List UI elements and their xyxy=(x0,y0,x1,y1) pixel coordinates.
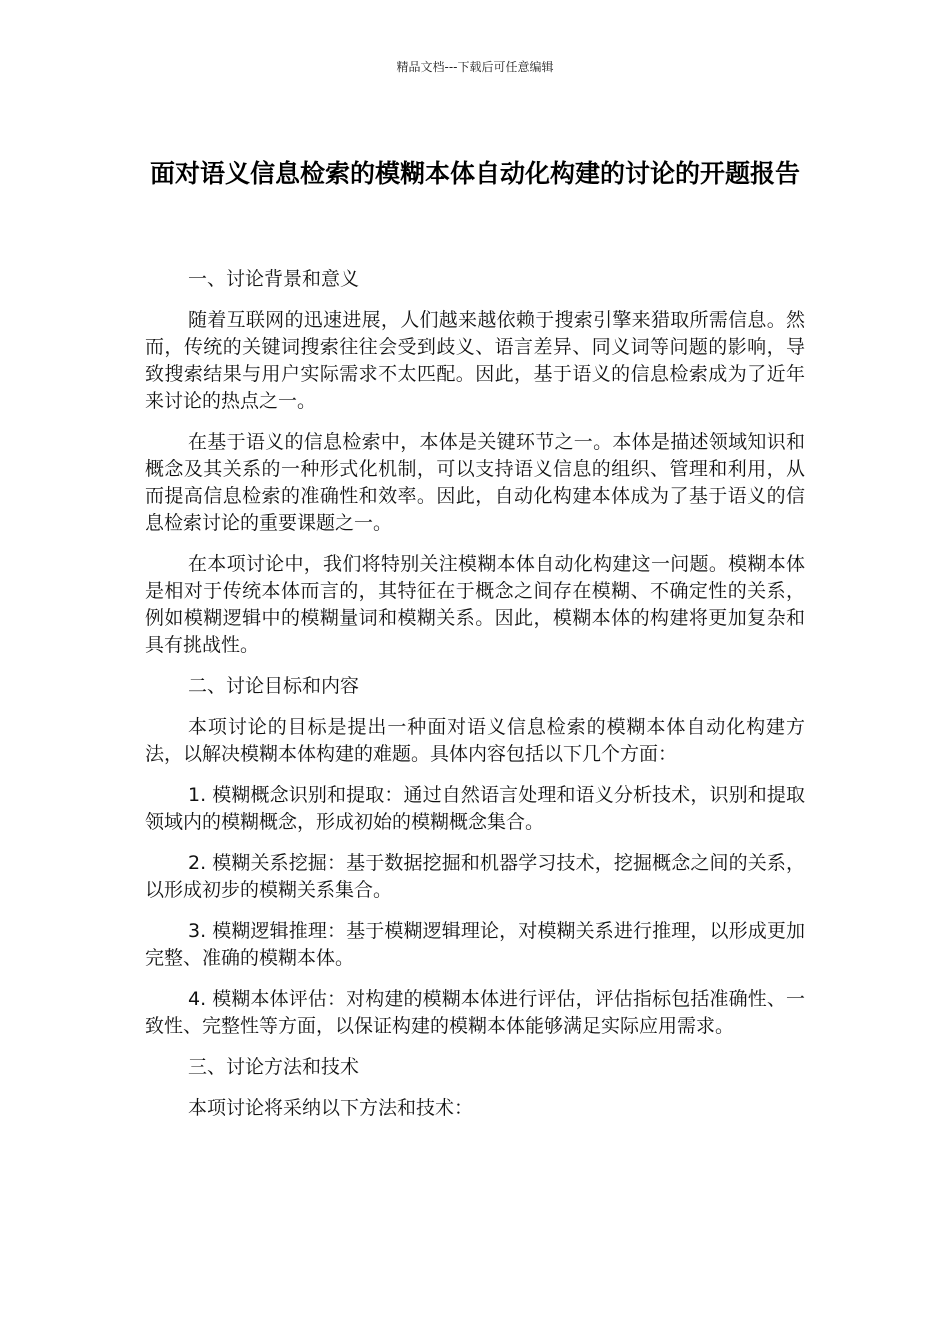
list-item-logic-reasoning: 3. 模糊逻辑推理：基于模糊逻辑理论，对模糊关系进行推理，以形成更加完整、准确的模糊本体。 xyxy=(145,920,805,969)
document-body xyxy=(145,266,805,1136)
section-heading-methods: 三、讨论方法和技术 xyxy=(188,1056,360,1078)
paragraph-background-1: 随着互联网的迅速进展，人们越来越依赖于搜索引擎来猎取所需信息。然而，传统的关键词搜索往往会受到歧义、语言差异、同义词等问题的影响，导致搜索结果与用户实际需求不太匹配。因此，基于语义的信息检索成为了近年来讨论的热点之一。 xyxy=(145,309,805,412)
list-item-concept-extraction: 1. 模糊概念识别和提取：通过自然语言处理和语义分析技术，识别和提取领域内的模糊概念，形成初始的模糊概念集合。 xyxy=(145,784,805,833)
list-item-relation-mining: 2. 模糊关系挖掘：基于数据挖掘和机器学习技术，挖掘概念之间的关系，以形成初步的模糊关系集合。 xyxy=(145,852,805,901)
section-heading-goals: 二、讨论目标和内容 xyxy=(188,675,360,697)
paragraph-background-2: 在基于语义的信息检索中，本体是关键环节之一。本体是描述领域知识和概念及其关系的一种形式化机制，可以支持语义信息的组织、管理和利用，从而提高信息检索的准确性和效率。因此，自动化构建本体成为了基于语义的信息检索讨论的重要课题之一。 xyxy=(145,431,805,534)
page-header-note: 精品文档---下载后可任意编辑 xyxy=(396,60,554,74)
paragraph-background-3: 在本项讨论中，我们将特别关注模糊本体自动化构建这一问题。模糊本体是相对于传统本体而言的，其特征在于概念之间存在模糊、不确定性的关系，例如模糊逻辑中的模糊量词和模糊关系。因此，模糊本体的构建将更加复杂和具有挑战性。 xyxy=(145,553,805,656)
list-item-ontology-evaluation: 4. 模糊本体评估：对构建的模糊本体进行评估，评估指标包括准确性、一致性、完整性等方面，以保证构建的模糊本体能够满足实际应用需求。 xyxy=(145,988,805,1037)
paragraph-methods-intro: 本项讨论将采纳以下方法和技术： xyxy=(188,1097,474,1119)
document-title: 面对语义信息检索的模糊本体自动化构建的讨论的开题报告 xyxy=(149,158,800,188)
section-heading-background: 一、讨论背景和意义 xyxy=(188,268,360,290)
paragraph-goals-intro: 本项讨论的目标是提出一种面对语义信息检索的模糊本体自动化构建方法，以解决模糊本体构建的难题。具体内容包括以下几个方面： xyxy=(145,716,805,765)
